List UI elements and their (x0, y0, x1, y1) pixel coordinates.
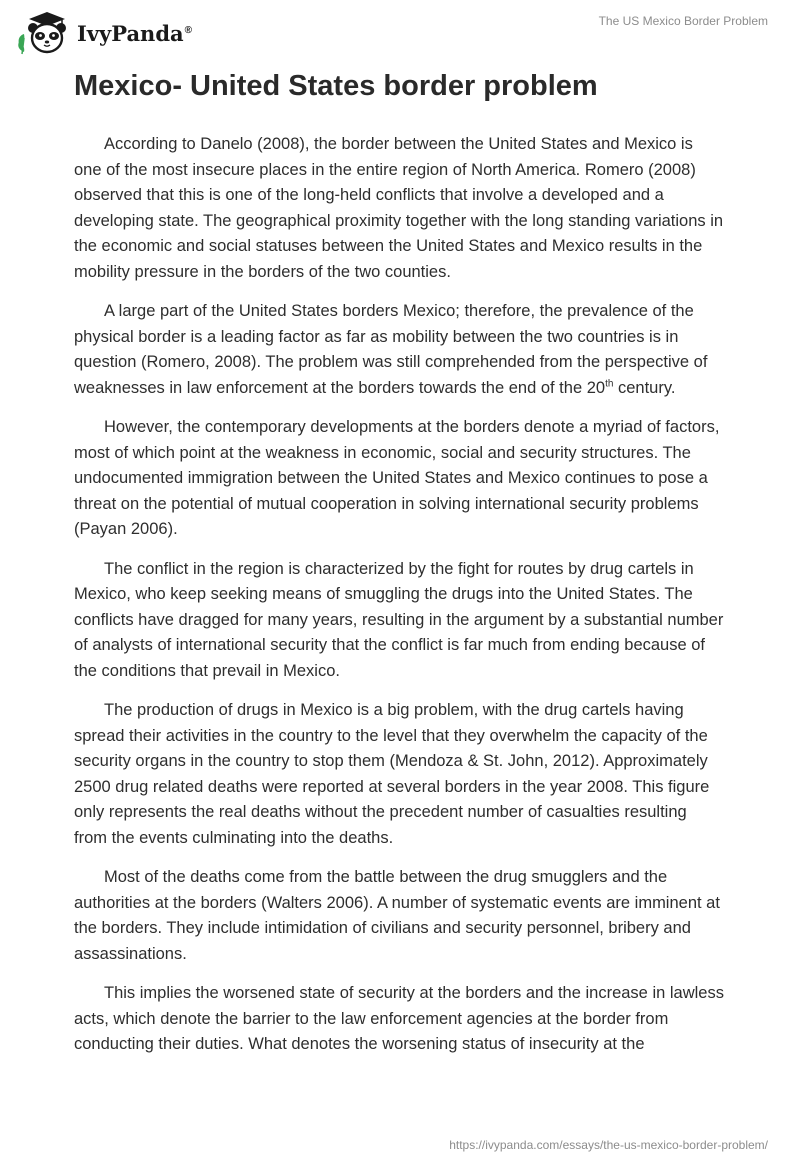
paragraph-text: A large part of the United States borders Mexico; therefore, the prevalence of the physical border is a leading factor as far as mobility between the two countries is in question (Romero, 2008). The problem was still comprehended from the perspective of weaknesses in law enforcement at the borders towards the end of the 20 (74, 302, 708, 397)
page-header (0, 0, 800, 62)
panda-graduate-icon (15, 8, 73, 56)
paragraph (74, 299, 724, 401)
paragraph: The production of drugs in Mexico is a big problem, with the drug cartels having spread their activities in the country to the level that they overwhelm the capacity of the security organs in the country to stop them (Mendoza & St. John, 2012). Approximately 2500 drug related deaths were reported at several borders in the year 2008. This figure only represents the real deaths without the precedent number of casualties resulting from the events culminating into the deaths. (74, 701, 710, 847)
document-title: The US Mexico Border Problem (598, 14, 768, 28)
article-title: Mexico- United States border problem (74, 70, 598, 102)
source-url[interactable]: https://ivypanda.com/essays/the-us-mexico-border-problem/ (449, 1138, 768, 1152)
paragraph: Most of the deaths come from the battle between the drug smugglers and the authorities at the borders (Walters 2006). A number of systematic events are imminent at the borders. They include intimidation of civilians and security personnel, bribery and assassinations. (74, 868, 720, 963)
ivypanda-logo[interactable] (15, 8, 192, 56)
superscript-th: th (605, 378, 614, 389)
brand-name-text: IvyPanda (77, 20, 184, 46)
paragraph: The conflict in the region is characterized by the fight for routes by drug cartels in Mexico, who keep seeking means of smuggling the drugs into the United States. The conflicts have dragged for many years, resulting in the argument by a substantial number of analysts of international security that the conflict is far much from ending because of the conditions that prevail in Mexico. (74, 559, 724, 680)
paragraph-text: century. (613, 378, 676, 397)
paragraph: This implies the worsened state of security at the borders and the increase in lawless acts, which denote the barrier to the law enforcement agencies at the border from conducting their duties. What denotes the worsening status of insecurity at the (74, 984, 724, 1053)
paragraph: However, the contemporary developments at the borders denote a myriad of factors, most of which point at the weakness in economic, social and security structures. The undocumented immigration between the United States and Mexico continues to pose a threat on the potential of mutual cooperation in solving international security problems (Payan 2006). (74, 418, 720, 538)
article-body (74, 132, 724, 1072)
paragraph: According to Danelo (2008), the border between the United States and Mexico is one of the most insecure places in the entire region of North America. Romero (2008) observed that this is one of the long-held conflicts that involve a developed and a developing state. The geographical proximity together with the long standing variations in the economic and social statuses between the United States and Mexico results in the mobility pressure in the borders of the two counties. (74, 135, 724, 281)
registered-mark: ® (184, 24, 192, 36)
brand-name (77, 21, 192, 46)
